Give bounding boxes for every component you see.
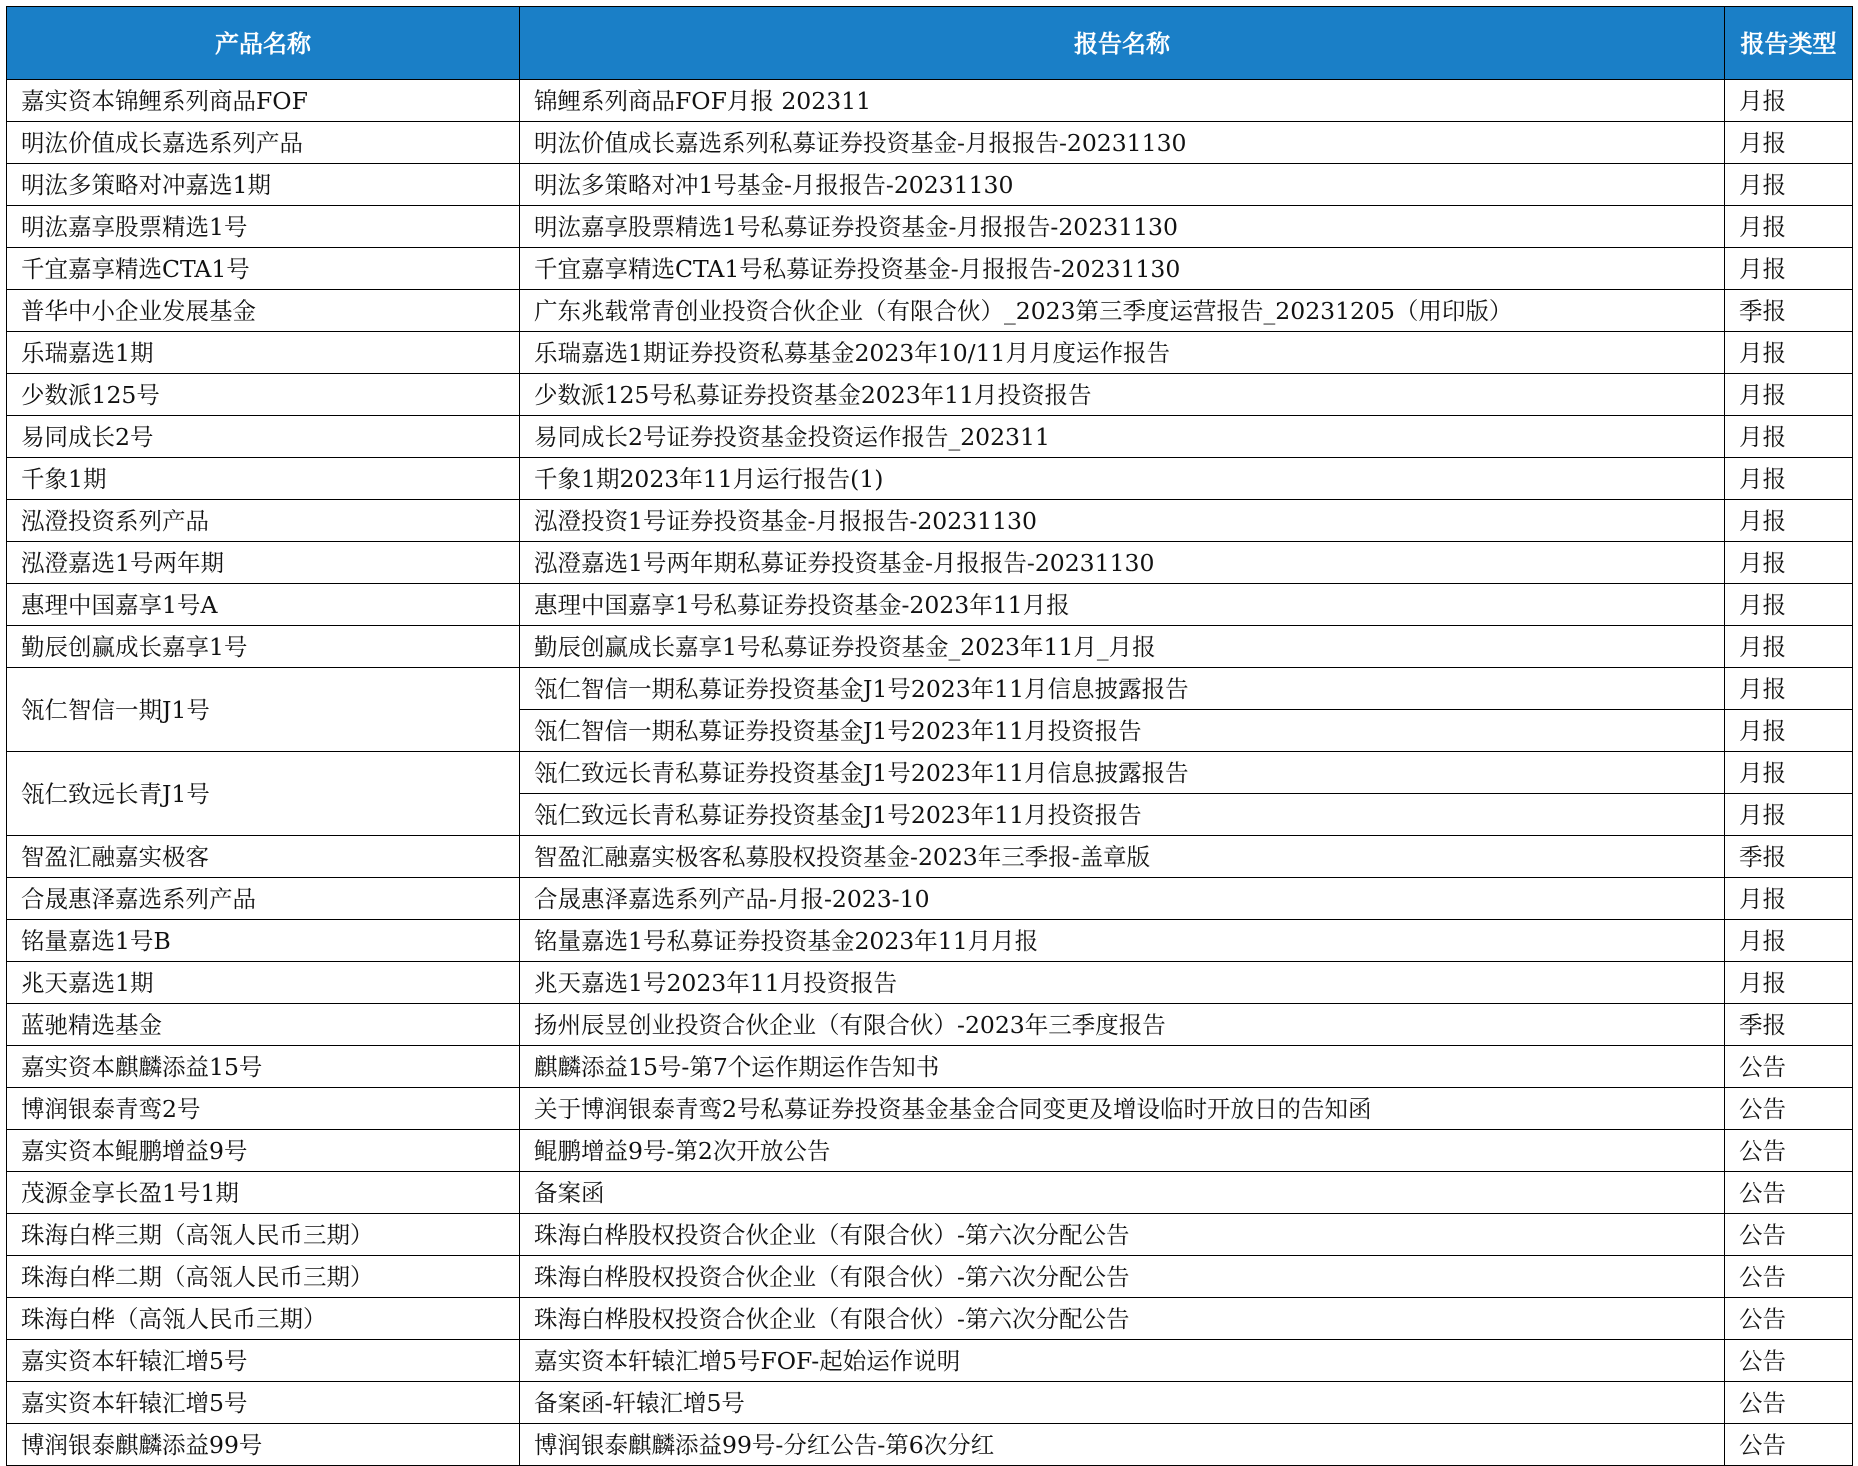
product-name-cell: 勤辰创赢成长嘉享1号 bbox=[7, 626, 520, 668]
report-type-cell: 公告 bbox=[1725, 1214, 1853, 1256]
report-name-cell: 珠海白桦股权投资合伙企业（有限合伙）-第六次分配公告 bbox=[520, 1298, 1725, 1340]
report-name-cell: 乐瑞嘉选1期证券投资私募基金2023年10/11月月度运作报告 bbox=[520, 332, 1725, 374]
report-name-cell: 合晟惠泽嘉选系列产品-月报-2023-10 bbox=[520, 878, 1725, 920]
table-row bbox=[7, 1256, 1853, 1298]
table-row bbox=[7, 1088, 1853, 1130]
report-type-cell: 月报 bbox=[1725, 122, 1853, 164]
product-name-cell: 明汯嘉享股票精选1号 bbox=[7, 206, 520, 248]
table-header bbox=[7, 7, 1853, 80]
product-name-cell: 嘉实资本轩辕汇增5号 bbox=[7, 1382, 520, 1424]
product-name-cell: 普华中小企业发展基金 bbox=[7, 290, 520, 332]
table-row bbox=[7, 1130, 1853, 1172]
table-row bbox=[7, 206, 1853, 248]
table-row bbox=[7, 500, 1853, 542]
report-type-cell: 月报 bbox=[1725, 878, 1853, 920]
report-name-cell: 备案函-轩辕汇增5号 bbox=[520, 1382, 1725, 1424]
report-name-cell: 泓澄投资1号证券投资基金-月报报告-20231130 bbox=[520, 500, 1725, 542]
report-type-cell: 月报 bbox=[1725, 500, 1853, 542]
header-product-name: 产品名称 bbox=[7, 7, 520, 80]
report-name-cell: 麒麟添益15号-第7个运作期运作告知书 bbox=[520, 1046, 1725, 1088]
table-row bbox=[7, 80, 1853, 122]
product-name-cell: 嘉实资本轩辕汇增5号 bbox=[7, 1340, 520, 1382]
report-name-cell: 博润银泰麒麟添益99号-分红公告-第6次分红 bbox=[520, 1424, 1725, 1466]
table-row bbox=[7, 458, 1853, 500]
product-name-cell: 明汯价值成长嘉选系列产品 bbox=[7, 122, 520, 164]
report-type-cell: 月报 bbox=[1725, 164, 1853, 206]
report-type-cell: 月报 bbox=[1725, 248, 1853, 290]
product-name-cell: 兆天嘉选1期 bbox=[7, 962, 520, 1004]
table-row bbox=[7, 878, 1853, 920]
report-name-cell: 兆天嘉选1号2023年11月投资报告 bbox=[520, 962, 1725, 1004]
report-name-cell: 勤辰创赢成长嘉享1号私募证券投资基金_2023年11月_月报 bbox=[520, 626, 1725, 668]
report-type-cell: 月报 bbox=[1725, 374, 1853, 416]
report-name-cell: 明汯多策略对冲1号基金-月报报告-20231130 bbox=[520, 164, 1725, 206]
table-row bbox=[7, 1046, 1853, 1088]
report-name-cell: 备案函 bbox=[520, 1172, 1725, 1214]
table-row bbox=[7, 1214, 1853, 1256]
product-name-cell: 嘉实资本麒麟添益15号 bbox=[7, 1046, 520, 1088]
report-name-cell: 扬州辰昱创业投资合伙企业（有限合伙）-2023年三季度报告 bbox=[520, 1004, 1725, 1046]
report-type-cell: 季报 bbox=[1725, 290, 1853, 332]
product-name-cell: 珠海白桦三期（高瓴人民币三期） bbox=[7, 1214, 520, 1256]
product-name-cell: 蓝驰精选基金 bbox=[7, 1004, 520, 1046]
report-type-cell: 月报 bbox=[1725, 668, 1853, 710]
product-name-cell: 嘉实资本鲲鹏增益9号 bbox=[7, 1130, 520, 1172]
report-name-cell: 珠海白桦股权投资合伙企业（有限合伙）-第六次分配公告 bbox=[520, 1214, 1725, 1256]
report-name-cell: 鲲鹏增益9号-第2次开放公告 bbox=[520, 1130, 1725, 1172]
report-name-cell: 铭量嘉选1号私募证券投资基金2023年11月月报 bbox=[520, 920, 1725, 962]
report-name-cell: 瓴仁致远长青私募证券投资基金J1号2023年11月投资报告 bbox=[520, 794, 1725, 836]
product-name-cell: 泓澄嘉选1号两年期 bbox=[7, 542, 520, 584]
table-row bbox=[7, 164, 1853, 206]
report-type-cell: 月报 bbox=[1725, 710, 1853, 752]
product-name-cell: 千象1期 bbox=[7, 458, 520, 500]
product-name-cell: 少数派125号 bbox=[7, 374, 520, 416]
product-name-cell: 合晟惠泽嘉选系列产品 bbox=[7, 878, 520, 920]
report-name-cell: 瓴仁智信一期私募证券投资基金J1号2023年11月投资报告 bbox=[520, 710, 1725, 752]
report-type-cell: 季报 bbox=[1725, 1004, 1853, 1046]
report-name-cell: 珠海白桦股权投资合伙企业（有限合伙）-第六次分配公告 bbox=[520, 1256, 1725, 1298]
report-name-cell: 锦鲤系列商品FOF月报 202311 bbox=[520, 80, 1725, 122]
report-name-cell: 惠理中国嘉享1号私募证券投资基金-2023年11月报 bbox=[520, 584, 1725, 626]
report-name-cell: 瓴仁智信一期私募证券投资基金J1号2023年11月信息披露报告 bbox=[520, 668, 1725, 710]
report-type-cell: 月报 bbox=[1725, 752, 1853, 794]
table-body bbox=[7, 80, 1853, 1466]
report-name-cell: 明汯价值成长嘉选系列私募证券投资基金-月报报告-20231130 bbox=[520, 122, 1725, 164]
table-row bbox=[7, 1424, 1853, 1466]
report-name-cell: 广东兆载常青创业投资合伙企业（有限合伙）_2023第三季度运营报告_20231205（用印版） bbox=[520, 290, 1725, 332]
report-name-cell: 少数派125号私募证券投资基金2023年11月投资报告 bbox=[520, 374, 1725, 416]
product-name-cell: 明汯多策略对冲嘉选1期 bbox=[7, 164, 520, 206]
report-type-cell: 月报 bbox=[1725, 626, 1853, 668]
product-name-cell: 茂源金享长盈1号1期 bbox=[7, 1172, 520, 1214]
report-type-cell: 公告 bbox=[1725, 1256, 1853, 1298]
product-name-cell: 瓴仁致远长青J1号 bbox=[7, 752, 520, 836]
header-report-type: 报告类型 bbox=[1725, 7, 1853, 80]
report-name-cell: 千宜嘉享精选CTA1号私募证券投资基金-月报报告-20231130 bbox=[520, 248, 1725, 290]
report-type-cell: 月报 bbox=[1725, 584, 1853, 626]
product-name-cell: 博润银泰青鸾2号 bbox=[7, 1088, 520, 1130]
product-name-cell: 博润银泰麒麟添益99号 bbox=[7, 1424, 520, 1466]
table-row bbox=[7, 248, 1853, 290]
table-row bbox=[7, 668, 1853, 710]
report-name-cell: 嘉实资本轩辕汇增5号FOF-起始运作说明 bbox=[520, 1340, 1725, 1382]
report-name-cell: 明汯嘉享股票精选1号私募证券投资基金-月报报告-20231130 bbox=[520, 206, 1725, 248]
table-row bbox=[7, 1172, 1853, 1214]
table-row bbox=[7, 584, 1853, 626]
table-row bbox=[7, 416, 1853, 458]
product-name-cell: 惠理中国嘉享1号A bbox=[7, 584, 520, 626]
report-type-cell: 月报 bbox=[1725, 920, 1853, 962]
table-row bbox=[7, 1340, 1853, 1382]
product-name-cell: 智盈汇融嘉实极客 bbox=[7, 836, 520, 878]
product-name-cell: 嘉实资本锦鲤系列商品FOF bbox=[7, 80, 520, 122]
table-row bbox=[7, 290, 1853, 332]
product-name-cell: 铭量嘉选1号B bbox=[7, 920, 520, 962]
header-report-name: 报告名称 bbox=[520, 7, 1725, 80]
table-row bbox=[7, 626, 1853, 668]
report-type-cell: 月报 bbox=[1725, 542, 1853, 584]
product-name-cell: 泓澄投资系列产品 bbox=[7, 500, 520, 542]
report-type-cell: 公告 bbox=[1725, 1298, 1853, 1340]
table-row bbox=[7, 1298, 1853, 1340]
report-type-cell: 公告 bbox=[1725, 1130, 1853, 1172]
report-type-cell: 季报 bbox=[1725, 836, 1853, 878]
report-type-cell: 公告 bbox=[1725, 1340, 1853, 1382]
table-row bbox=[7, 752, 1853, 794]
table-row bbox=[7, 962, 1853, 1004]
report-type-cell: 月报 bbox=[1725, 962, 1853, 1004]
report-type-cell: 公告 bbox=[1725, 1424, 1853, 1466]
report-table bbox=[6, 6, 1853, 1466]
product-name-cell: 千宜嘉享精选CTA1号 bbox=[7, 248, 520, 290]
table-row bbox=[7, 122, 1853, 164]
product-name-cell: 瓴仁智信一期J1号 bbox=[7, 668, 520, 752]
table-row bbox=[7, 332, 1853, 374]
report-type-cell: 月报 bbox=[1725, 458, 1853, 500]
report-name-cell: 瓴仁致远长青私募证券投资基金J1号2023年11月信息披露报告 bbox=[520, 752, 1725, 794]
report-type-cell: 月报 bbox=[1725, 794, 1853, 836]
table-row bbox=[7, 374, 1853, 416]
report-type-cell: 公告 bbox=[1725, 1382, 1853, 1424]
report-name-cell: 易同成长2号证券投资基金投资运作报告_202311 bbox=[520, 416, 1725, 458]
report-type-cell: 公告 bbox=[1725, 1088, 1853, 1130]
table-row bbox=[7, 920, 1853, 962]
report-name-cell: 关于博润银泰青鸾2号私募证券投资基金基金合同变更及增设临时开放日的告知函 bbox=[520, 1088, 1725, 1130]
report-type-cell: 月报 bbox=[1725, 80, 1853, 122]
report-type-cell: 公告 bbox=[1725, 1172, 1853, 1214]
header-row bbox=[7, 7, 1853, 80]
table-row bbox=[7, 1382, 1853, 1424]
report-type-cell: 月报 bbox=[1725, 206, 1853, 248]
table-row bbox=[7, 836, 1853, 878]
product-name-cell: 珠海白桦二期（高瓴人民币三期） bbox=[7, 1256, 520, 1298]
product-name-cell: 珠海白桦（高瓴人民币三期） bbox=[7, 1298, 520, 1340]
product-name-cell: 易同成长2号 bbox=[7, 416, 520, 458]
report-name-cell: 泓澄嘉选1号两年期私募证券投资基金-月报报告-20231130 bbox=[520, 542, 1725, 584]
report-name-cell: 千象1期2023年11月运行报告(1) bbox=[520, 458, 1725, 500]
table-row bbox=[7, 1004, 1853, 1046]
report-type-cell: 月报 bbox=[1725, 332, 1853, 374]
product-name-cell: 乐瑞嘉选1期 bbox=[7, 332, 520, 374]
table-row bbox=[7, 542, 1853, 584]
report-type-cell: 月报 bbox=[1725, 416, 1853, 458]
report-name-cell: 智盈汇融嘉实极客私募股权投资基金-2023年三季报-盖章版 bbox=[520, 836, 1725, 878]
report-type-cell: 公告 bbox=[1725, 1046, 1853, 1088]
